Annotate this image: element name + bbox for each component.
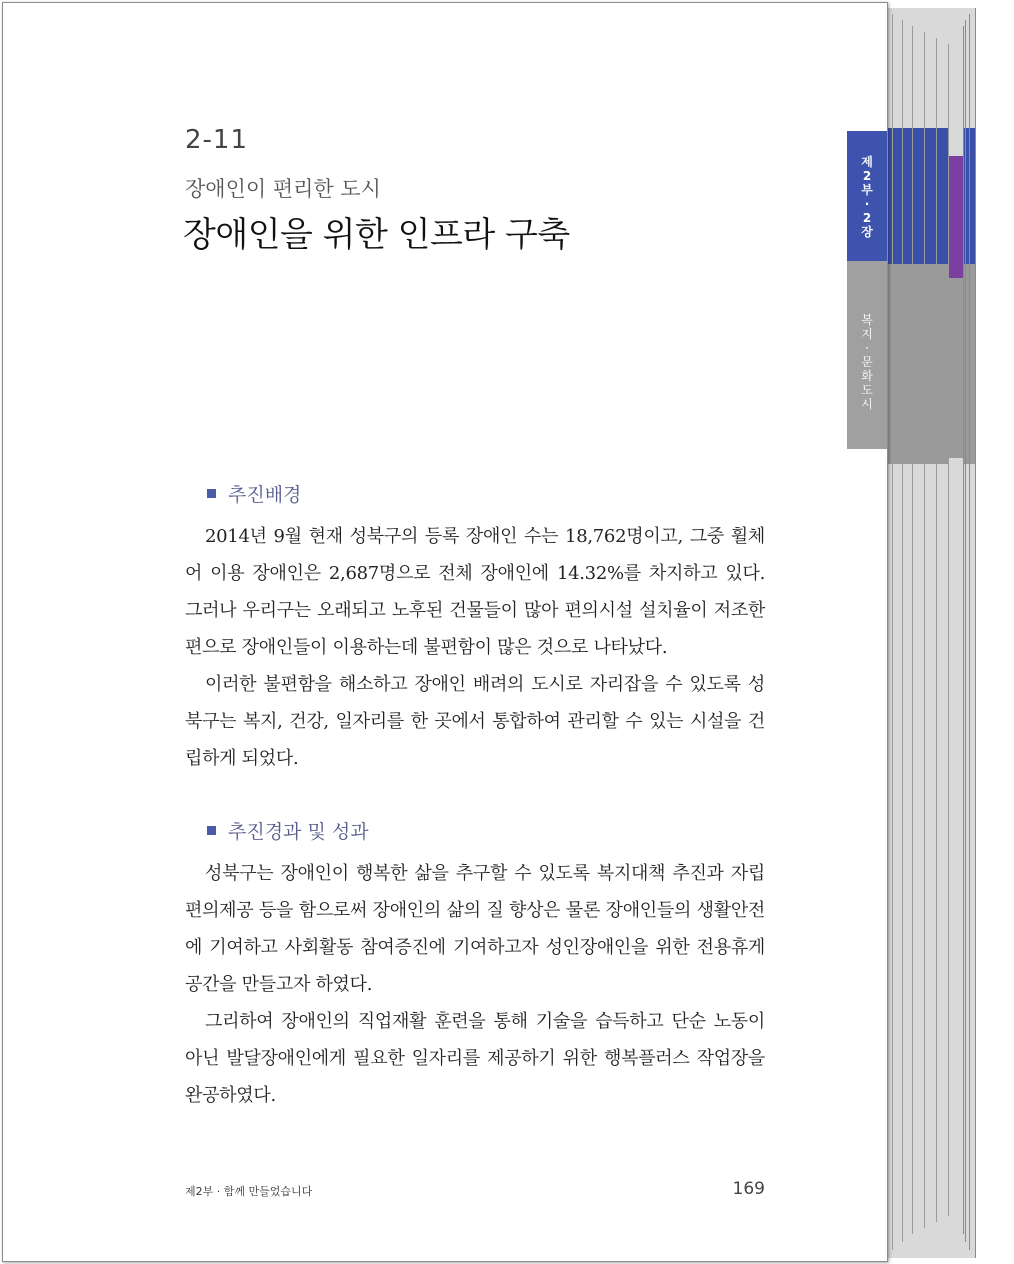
section-body [185, 518, 765, 777]
section-heading [207, 481, 765, 505]
tab-char: 도 [861, 383, 873, 397]
tab-char: 화 [861, 369, 873, 383]
page-edge [948, 44, 964, 1216]
tab-char: 제 [861, 155, 873, 169]
paragraph: 성북구는 장애인이 행복한 삶을 추구할 수 있도록 복지대책 추진과 자립 편의제공 등을 함으로써 장애인의 삶의 질 향상은 물론 장애인들의 생활안전에 기여하고 사회활동 참여증진에 기여하고자 성인장애인을 위한 전용휴게 공간을 만들고자 하였다. [185, 863, 765, 995]
section-heading-text: 추진경과 및 성과 [228, 820, 369, 843]
section-background [185, 481, 765, 777]
tab-char: 2 [862, 169, 872, 183]
section-body [185, 855, 765, 1114]
page-number: 169 [732, 1179, 765, 1199]
side-tab-part[interactable] [847, 131, 887, 261]
paragraph: 그리하여 장애인의 직업재활 훈련을 통해 기술을 습득하고 단순 노동이 아닌 발달장애인에게 필요한 일자리를 제공하기 위한 행복플러스 작업장을 완공하였다. [185, 1011, 765, 1106]
tab-char: · [864, 197, 870, 211]
tab-char: 장 [861, 225, 873, 239]
chapter-title: 장애인을 위한 인프라 구축 [183, 215, 570, 255]
chapter-subtitle: 장애인이 편리한 도시 [185, 177, 381, 201]
tab-char: 지 [861, 327, 873, 341]
tab-char: 시 [861, 397, 873, 411]
side-tab-section[interactable] [847, 261, 887, 449]
square-bullet-icon [207, 826, 216, 835]
section-heading-text: 추진배경 [228, 483, 302, 506]
tab-char: 문 [861, 355, 873, 369]
tab-char: · [865, 341, 869, 355]
running-footer: 제2부 · 함께 만들었습니다 [185, 1185, 313, 1198]
tab-char: 2 [862, 211, 872, 225]
paragraph: 2014년 9월 현재 성북구의 등록 장애인 수는 18,762명이고, 그중 휠체어 이용 장애인은 2,687명으로 전체 장애인에 14.32%를 차지하고 있다. 그러나 우리구는 오래되고 노후된 건물들이 많아 편의시설 설치율이 저조한 편으로 장애인들이 이용하는데 불편함이 많은 것으로 나타났다. [185, 526, 765, 658]
book-page [2, 2, 888, 1262]
tab-char: 부 [861, 183, 873, 197]
square-bullet-icon [207, 489, 216, 498]
chapter-number: 2-11 [185, 125, 249, 155]
paragraph: 이러한 불편함을 해소하고 장애인 배려의 도시로 자리잡을 수 있도록 성북구는 복지, 건강, 일자리를 한 곳에서 통합하여 관리할 수 있는 시설을 건립하게 되었다. [185, 674, 765, 769]
section-heading [207, 818, 765, 842]
page-edges [880, 0, 990, 1264]
tab-char: 복 [861, 313, 873, 327]
section-progress-results [185, 818, 765, 1114]
